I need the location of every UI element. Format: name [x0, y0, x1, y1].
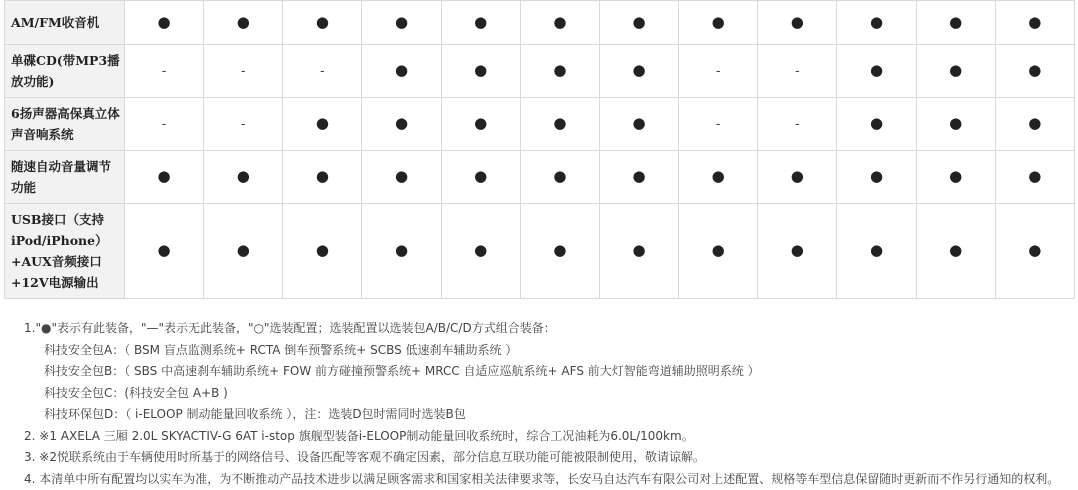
- table-cell: [362, 45, 441, 98]
- standard-equipment-mark: ●: [1028, 167, 1041, 185]
- note-1: 1."●"表示有此装备，"—"表示无此装备，"○"选装配置；选装配置以选装包A/B/C/D方式组合装备：: [24, 318, 1059, 340]
- standard-equipment-mark: ●: [1028, 61, 1041, 79]
- table-cell: [441, 1, 520, 45]
- standard-equipment-mark: ●: [949, 241, 962, 259]
- standard-equipment-mark: ●: [712, 241, 725, 259]
- table-cell: [758, 1, 837, 45]
- not-equipped-mark: -: [241, 117, 246, 132]
- table-cell: [679, 1, 758, 45]
- standard-equipment-mark: ●: [316, 114, 329, 132]
- table-cell: [599, 45, 678, 98]
- table-cell: [837, 151, 916, 204]
- table-cell: [995, 1, 1074, 45]
- table-cell: [758, 45, 837, 98]
- row-label: 随速自动音量调节功能: [5, 151, 125, 204]
- table-cell: [916, 1, 995, 45]
- table-cell: [599, 98, 678, 151]
- footnotes: [24, 318, 1059, 490]
- standard-equipment-mark: ●: [791, 13, 804, 31]
- row-label: 6扬声器高保真立体声音响系统: [5, 98, 125, 151]
- table-row: [5, 151, 1075, 204]
- not-equipped-mark: -: [162, 117, 167, 132]
- table-cell: [916, 204, 995, 299]
- table-cell: [995, 98, 1074, 151]
- table-cell: [758, 151, 837, 204]
- not-equipped-mark: -: [241, 64, 246, 79]
- note-3: 3. ※2悦联系统由于车辆使用时所基于的网络信号、设备匹配等客观不确定因素，部分信息互联功能可能被限制使用，敬请谅解。: [24, 447, 1059, 469]
- standard-equipment-mark: ●: [632, 167, 645, 185]
- standard-equipment-mark: ●: [395, 167, 408, 185]
- standard-equipment-mark: ●: [474, 13, 487, 31]
- standard-equipment-mark: ●: [316, 167, 329, 185]
- table-row: [5, 1, 1075, 45]
- table-cell: [520, 98, 599, 151]
- row-label: AM/FM收音机: [5, 1, 125, 45]
- standard-equipment-mark: ●: [949, 167, 962, 185]
- table-cell: [599, 1, 678, 45]
- table-cell: [995, 204, 1074, 299]
- table-cell: [283, 151, 362, 204]
- note-package-a: 科技安全包A：（ BSM 盲点监测系统+ RCTA 倒车预警系统+ SCBS 低速刹车辅助系统 ）: [24, 340, 1059, 362]
- not-equipped-mark: -: [162, 64, 167, 79]
- standard-equipment-mark: ●: [395, 241, 408, 259]
- table-cell: [204, 45, 283, 98]
- standard-equipment-mark: ●: [949, 61, 962, 79]
- note-package-c: 科技安全包C：(科技安全包 A+B ): [24, 383, 1059, 405]
- standard-equipment-mark: ●: [553, 61, 566, 79]
- not-equipped-mark: -: [716, 117, 721, 132]
- table-cell: [204, 98, 283, 151]
- standard-equipment-mark: ●: [316, 13, 329, 31]
- standard-equipment-mark: ●: [870, 167, 883, 185]
- standard-equipment-mark: ●: [158, 13, 171, 31]
- standard-equipment-mark: ●: [553, 167, 566, 185]
- note-package-b: 科技安全包B：（ SBS 中高速刹车辅助系统+ FOW 前方碰撞预警系统+ MRCC 自适应巡航系统+ AFS 前大灯智能弯道辅助照明系统 ）: [24, 361, 1059, 383]
- table-cell: [520, 151, 599, 204]
- table-cell: [362, 1, 441, 45]
- not-equipped-mark: -: [795, 64, 800, 79]
- standard-equipment-mark: ●: [474, 241, 487, 259]
- table-cell: [204, 151, 283, 204]
- standard-equipment-mark: ●: [158, 241, 171, 259]
- table-cell: [441, 45, 520, 98]
- table-cell: [362, 204, 441, 299]
- note-2: 2. ※1 AXELA 三厢 2.0L SKYACTIV-G 6AT i-stop 旗舰型装备i-ELOOP制动能量回收系统时，综合工况油耗为6.0L/100km。: [24, 426, 1059, 448]
- table-cell: [125, 1, 204, 45]
- table-cell: [995, 151, 1074, 204]
- table-cell: [125, 45, 204, 98]
- standard-equipment-mark: ●: [158, 167, 171, 185]
- standard-equipment-mark: ●: [712, 167, 725, 185]
- row-label: 单碟CD(带MP3播放功能): [5, 45, 125, 98]
- not-equipped-mark: -: [716, 64, 721, 79]
- table-cell: [283, 45, 362, 98]
- table-cell: [362, 151, 441, 204]
- row-label: USB接口（支持iPod/iPhone）+AUX音频接口+12V电源输出: [5, 204, 125, 299]
- table-cell: [204, 204, 283, 299]
- table-cell: [283, 1, 362, 45]
- table-cell: [441, 98, 520, 151]
- table-cell: [837, 204, 916, 299]
- table-cell: [758, 204, 837, 299]
- standard-equipment-mark: ●: [553, 114, 566, 132]
- table-cell: [520, 204, 599, 299]
- table-cell: [916, 98, 995, 151]
- table-cell: [441, 151, 520, 204]
- note-4: 4. 本清单中所有配置均以实车为准，为不断推动产品技术进步以满足顾客需求和国家相关法律要求等，长安马自达汽车有限公司对上述配置、规格等车型信息保留随时更新而不作另行通知的权利。: [24, 469, 1059, 490]
- table-cell: [599, 151, 678, 204]
- table-row: [5, 98, 1075, 151]
- table-cell: [837, 1, 916, 45]
- standard-equipment-mark: ●: [632, 241, 645, 259]
- table-cell: [204, 1, 283, 45]
- table-cell: [125, 98, 204, 151]
- table-cell: [995, 45, 1074, 98]
- standard-equipment-mark: ●: [1028, 241, 1041, 259]
- table-cell: [520, 1, 599, 45]
- standard-equipment-mark: ●: [870, 114, 883, 132]
- table-cell: [679, 45, 758, 98]
- table-cell: [125, 204, 204, 299]
- spec-table-body: [5, 1, 1075, 299]
- standard-equipment-mark: ●: [474, 167, 487, 185]
- table-cell: [837, 98, 916, 151]
- table-row: [5, 45, 1075, 98]
- table-cell: [758, 98, 837, 151]
- standard-equipment-mark: ●: [395, 114, 408, 132]
- standard-equipment-mark: ●: [870, 13, 883, 31]
- spec-table: [4, 0, 1075, 299]
- table-cell: [679, 204, 758, 299]
- standard-equipment-mark: ●: [474, 114, 487, 132]
- standard-equipment-mark: ●: [870, 241, 883, 259]
- standard-equipment-mark: ●: [791, 241, 804, 259]
- table-cell: [441, 204, 520, 299]
- standard-equipment-mark: ●: [474, 61, 487, 79]
- table-cell: [916, 151, 995, 204]
- standard-equipment-mark: ●: [632, 61, 645, 79]
- standard-equipment-mark: ●: [237, 13, 250, 31]
- standard-equipment-mark: ●: [632, 114, 645, 132]
- table-cell: [916, 45, 995, 98]
- standard-equipment-mark: ●: [1028, 114, 1041, 132]
- table-cell: [599, 204, 678, 299]
- table-cell: [283, 204, 362, 299]
- standard-equipment-mark: ●: [949, 114, 962, 132]
- table-row: [5, 204, 1075, 299]
- standard-equipment-mark: ●: [870, 61, 883, 79]
- standard-equipment-mark: ●: [553, 13, 566, 31]
- standard-equipment-mark: ●: [237, 241, 250, 259]
- note-package-d: 科技环保包D：（ i-ELOOP 制动能量回收系统 ），注：选装D包时需同时选装B包: [24, 404, 1059, 426]
- standard-equipment-mark: ●: [1028, 13, 1041, 31]
- standard-equipment-mark: ●: [949, 13, 962, 31]
- standard-equipment-mark: ●: [632, 13, 645, 31]
- table-cell: [283, 98, 362, 151]
- not-equipped-mark: -: [320, 64, 325, 79]
- standard-equipment-mark: ●: [237, 167, 250, 185]
- not-equipped-mark: -: [795, 117, 800, 132]
- standard-equipment-mark: ●: [395, 13, 408, 31]
- standard-equipment-mark: ●: [553, 241, 566, 259]
- standard-equipment-mark: ●: [791, 167, 804, 185]
- table-cell: [679, 98, 758, 151]
- table-cell: [125, 151, 204, 204]
- table-cell: [362, 98, 441, 151]
- standard-equipment-mark: ●: [395, 61, 408, 79]
- table-cell: [837, 45, 916, 98]
- standard-equipment-mark: ●: [712, 13, 725, 31]
- table-cell: [679, 151, 758, 204]
- standard-equipment-mark: ●: [316, 241, 329, 259]
- table-cell: [520, 45, 599, 98]
